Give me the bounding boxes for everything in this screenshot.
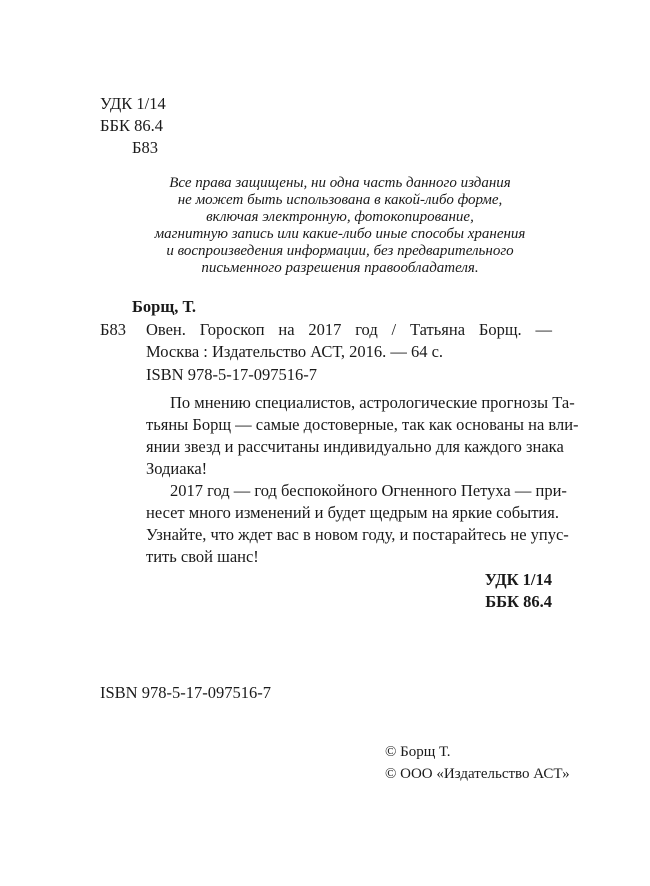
annotation-line: 2017 год — год беспокойного Огненного Петуха — при- <box>170 481 567 500</box>
footer-udk: УДК 1/14 <box>484 570 552 589</box>
copyright-publisher: © ООО «Издательство АСТ» <box>385 766 570 782</box>
rights-line: письменного разрешения правообладателя. <box>201 260 479 276</box>
rights-line: включая электронную, фотокопирование, <box>206 209 474 225</box>
annotation-line: По мнению специалистов, астрологические прогнозы Та- <box>170 393 575 412</box>
rights-line: магнитную запись или какие-либо иные способы хранения <box>154 226 526 242</box>
rights-line: не может быть использована в какой-либо форме, <box>177 192 503 208</box>
udk-code: УДК 1/14 <box>100 94 166 113</box>
annotation-line: тить свой шанс! <box>146 547 259 566</box>
catalog-publisher: Москва : Издательство АСТ, 2016. — 64 с. <box>146 342 444 361</box>
bbk-code: ББК 86.4 <box>100 116 163 135</box>
catalog-author: Борщ, Т. <box>132 297 196 316</box>
catalog-title: Овен. Гороскоп на 2017 год / Татьяна Борщ. — <box>146 320 552 339</box>
author-mark: Б83 <box>132 138 158 157</box>
rights-line: Все права защищены, ни одна часть данного издания <box>169 175 511 191</box>
copyright-author: © Борщ Т. <box>385 744 451 760</box>
annotation-line: янии звезд и рассчитаны индивидуально для каждого знака <box>146 437 564 456</box>
catalog-isbn: ISBN 978-5-17-097516-7 <box>146 365 317 384</box>
annotation-line: тьяны Борщ — самые достоверные, так как основаны на вли- <box>146 415 579 434</box>
annotation-line: Зодиака! <box>146 459 208 478</box>
annotation-line: Узнайте, что ждет вас в новом году, и постарайтесь не упус- <box>146 525 569 544</box>
catalog-mark: Б83 <box>100 320 126 339</box>
isbn-bottom: ISBN 978-5-17-097516-7 <box>100 683 271 702</box>
footer-bbk: ББК 86.4 <box>485 592 552 611</box>
rights-line: и воспроизведения информации, без предварительного <box>166 243 514 259</box>
annotation-line: несет много изменений и будет щедрым на яркие события. <box>146 503 559 522</box>
